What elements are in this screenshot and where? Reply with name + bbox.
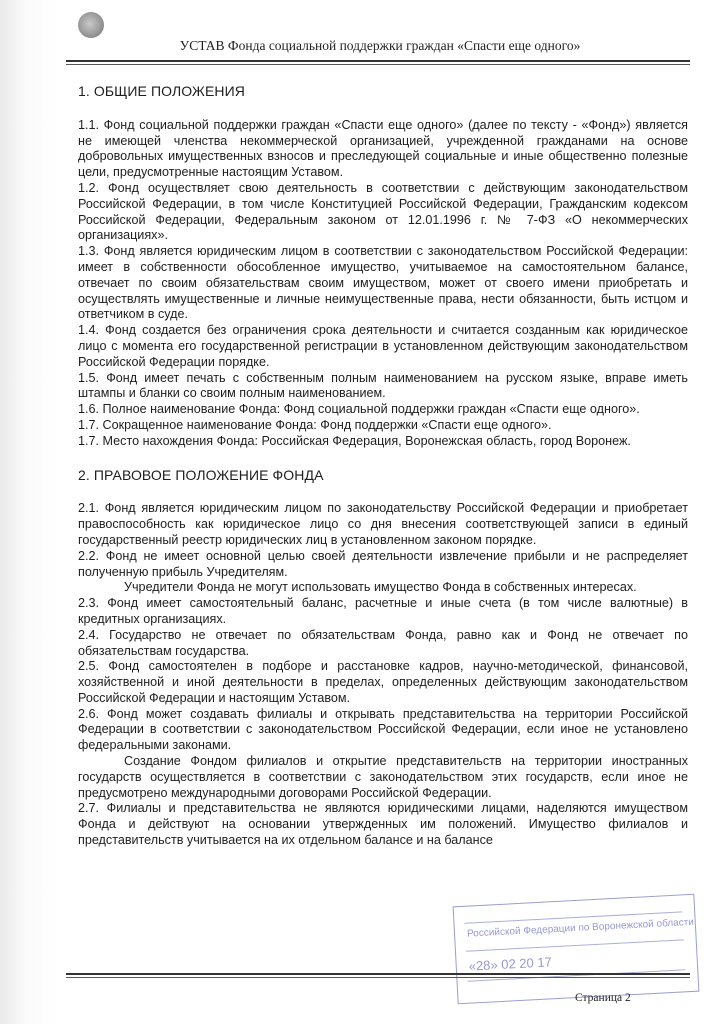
footer-rule (66, 973, 690, 975)
header-rule (66, 60, 690, 62)
page-header: УСТАВ Фонда социальной поддержки граждан «Спасти еще одного» (179, 38, 581, 53)
stamp-authority: Российской Федерации по Воронежской области (466, 916, 695, 940)
section-title: 2. ПРАВОВОЕ ПОЛОЖЕНИЕ ФОНДА (78, 466, 324, 483)
paragraph-2-7: 2.7. Филиалы и представительства не являются юридическими лицами, наделяются имуществом Фонда и действуют на основании утвержденных им положений. Имущество филиалов и представительств учитывается на их отдельном балансе и на балансе (78, 801, 688, 848)
stamp-line (466, 939, 684, 951)
paragraph-2-3: 2.3. Фонд имеет самостоятельный баланс, расчетные и иные счета (в том числе валютные) в кредитных организациях. (78, 596, 688, 626)
paragraph-2-4: 2.4. Государство не отвечает по обязательствам Фонда, равно как и Фонд не отвечает по обязательствам государства. (78, 627, 688, 658)
paragraph-1-6: 1.6. Полное наименование Фонда: Фонд социальной поддержки граждан «Спасти еще одного». (78, 402, 640, 417)
section-general (78, 84, 688, 450)
paragraph-1-3: 1.3. Фонд является юридическим лицом в соответствии с законодательством Российской Федерации: имеет в собственности обособленное имущество, учитываемое на самостоятельном балансе, отвечает по своим обязательствам своим имуществом, может от своего имени приобретать и осуществлять имущественные и личные неимущественные права, нести обязанности, быть истцом и ответчиком в суде. (78, 244, 688, 322)
paragraph-1-7b: 1.7. Место нахождения Фонда: Российская Федерация, Воронежская область, город Воронеж. (78, 433, 631, 448)
paragraph-2-5: 2.5. Фонд самостоятелен в подборе и расстановке кадров, научно-методической, финансовой, хозяйственной и иной деятельности в пределах, определенных действующим законодательством Российской Федерации и настоящим Уставом. (78, 659, 688, 705)
paragraph-1-5: 1.5. Фонд имеет печать с собственным полным наименованием на русском языке, вправе иметь штампы и бланки со своим полным наименованием. (78, 370, 688, 401)
paragraph-1-2: 1.2. Фонд осуществляет свою деятельность в соответствии с действующим законодательством Российской Федерации, в том числе Конституцией Российской Федерации, Гражданским кодексом Российской Федерации, Федеральным законом от 12.01.1996 г. № 7-ФЗ «О некоммерческих организациях». (78, 180, 688, 243)
paragraph-1-1: 1.1. Фонд социальной поддержки граждан «Спасти еще одного» (далее по тексту - «Фонд») является не имеющей членства некоммерческой организацией, учрежденной гражданами на основе добровольных имущественных взносов и преследующей социальные и иные общественно полезные цели, предусмотренные настоящим Уставом. (78, 117, 688, 180)
paragraph-2-6: 2.6. Фонд может создавать филиалы и открывать представительства на территории Российской Федерации в соответствии с законодательством Российской Федерации, если иное не установлено федеральными законами. (78, 706, 688, 753)
paragraph-2-2-continued: Учредители Фонда не могут использовать имущество Фонда в собственных интересах. (124, 580, 637, 595)
paragraph-2-1: 2.1. Фонд является юридическим лицом по законодательству Российской Федерации и приобретает правоспособность как юридическое лицо со дня внесения соответствующей записи в единый государственный реестр юридических лиц в установленном законом порядке. (78, 501, 688, 547)
registration-stamp (453, 894, 700, 1005)
punch-hole (78, 12, 104, 38)
footer-rule-thin (66, 977, 690, 978)
document-body (78, 84, 688, 849)
paragraph-2-2: 2.2. Фонд не имеет основной целью своей деятельности извлечение прибыли и не распределяет полученную прибыль Учредителям. (78, 548, 688, 579)
paragraph-2-6-continued: Создание Фондом филиалов и открытие представительств на территории иностранных государств осуществляется в соответствии с законодательством этих государств, если иное не предусмотрено международными договорами Российской Федерации. (78, 754, 688, 800)
header-rule-thin (66, 64, 690, 65)
stamp-date: «28» 02 20 17 (468, 954, 553, 974)
section-title: 1. ОБЩИЕ ПОЛОЖЕНИЯ (78, 83, 245, 99)
paragraph-1-4: 1.4. Фонд создается без ограничения срока деятельности и считается созданным как юридическое лицо с момента его государственной регистрации в установленном действующим законодательством Российской Федерации порядке. (78, 323, 688, 369)
page-number: Страница 2 (575, 992, 631, 1004)
paragraph-1-7a: 1.7. Сокращенное наименование Фонда: Фонд поддержки «Спасти еще одного». (78, 417, 552, 432)
section-legal-status (78, 468, 688, 849)
